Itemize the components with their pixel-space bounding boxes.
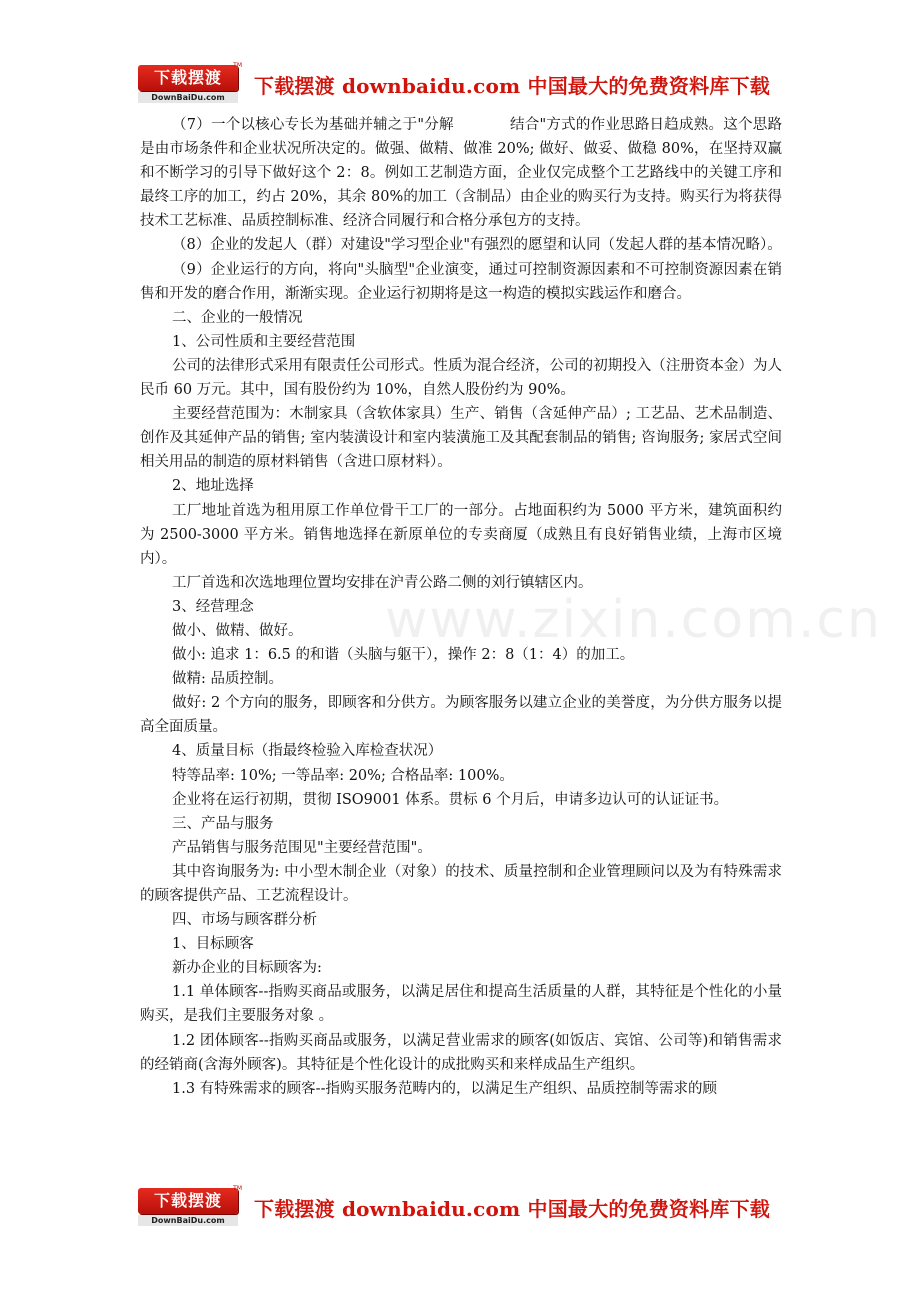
footer-logo[interactable] bbox=[138, 1185, 242, 1226]
subheading-2-2: 2、地址选择 bbox=[172, 478, 254, 495]
paragraph-2-3a: 做小、做精、做好。 bbox=[172, 622, 303, 639]
paragraph-2-2a: 工厂地址首选为租用原工作单位骨干工厂的一部分。占地面积约为 5000 平方米，建筑面积约为 2500-3000 平方米。销售地选择在新原单位的专卖商厦（成熟且有良好销售业绩，上海市区境内）。 bbox=[140, 502, 782, 567]
watermark: www.zixin.com.cn bbox=[385, 590, 882, 650]
site-logo[interactable] bbox=[138, 62, 242, 103]
logo-trademark: TM bbox=[233, 62, 242, 69]
paragraph-4-1c: 1.2 团体顾客--指购买商品或服务，以满足营业需求的顾客(如饭店、宾馆、公司等)和销售需求的经销商(含海外顾客)。其特征是个性化设计的成批购买和来样成品生产组织。 bbox=[140, 1032, 782, 1073]
logo-text: 下载摆渡 bbox=[138, 65, 238, 91]
paragraph-4-1b: 1.1 单体顾客--指购买商品或服务，以满足居住和提高生活质量的人群，其特征是个性化的小量购买，是我们主要服务对象 。 bbox=[140, 984, 782, 1025]
footer-logo-domain: DownBaiDu.com bbox=[138, 1215, 238, 1226]
paragraph-2-2b: 工厂首选和次选地理位置均安排在沪青公路二侧的刘行镇辖区内。 bbox=[172, 574, 593, 591]
subheading-2-1: 1、公司性质和主要经营范围 bbox=[172, 333, 356, 350]
paragraph-2-1b: 主要经营范围为：木制家具（含软体家具）生产、销售（含延伸产品）; 工艺品、艺术品制造、创作及其延伸产品的销售; 室内装潢设计和室内装潢施工及其配套制品的销售; 咨询服务; 家居式空间相关用品的制造的原材料销售（含进口原材料）。 bbox=[140, 406, 782, 471]
paragraph-2-1a: 公司的法律形式采用有限责任公司形式。性质为混合经济，公司的初期投入（注册资本金）为人民币 60 万元。其中，国有股份约为 10%，自然人股份约为 90%。 bbox=[140, 357, 782, 399]
section-heading-2: 二、企业的一般情况 bbox=[172, 309, 303, 326]
paragraph-7 bbox=[140, 113, 782, 233]
paragraph-7-part-1: （7）一个以核心专长为基础并辅之于"分解 bbox=[172, 117, 454, 133]
paragraph-4-1d: 1.3 有特殊需求的顾客--指购买服务范畴内的，以满足生产组织、品质控制等需求的顾 bbox=[172, 1080, 717, 1097]
paragraph-4-1a: 新办企业的目标顾客为: bbox=[172, 960, 322, 977]
document-body bbox=[140, 113, 782, 1101]
header-banner bbox=[138, 64, 778, 104]
subheading-4-1: 1、目标顾客 bbox=[172, 936, 254, 953]
paragraph-3a: 产品销售与服务范围见"主要经营范围"。 bbox=[172, 839, 432, 856]
paragraph-2-3d: 做好: 2 个方向的服务，即顾客和分供方。为顾客服务以建立企业的美誉度，为分供方服务以提高全面质量。 bbox=[140, 695, 782, 736]
paragraph-9: （9）企业运行的方向，将向"头脑型"企业演变，通过可控制资源因素和不可控制资源因素在销售和开发的磨合作用，渐渐实现。企业运行初期将是这一构造的模拟实践运作和磨合。 bbox=[140, 261, 782, 302]
subheading-2-3: 3、经营理念 bbox=[172, 598, 254, 615]
footer-logo-text: 下载摆渡 bbox=[138, 1188, 238, 1214]
paragraph-2-3c: 做精: 品质控制。 bbox=[172, 671, 283, 688]
paragraph-3b: 其中咨询服务为: 中小型木制企业（对象）的技术、质量控制和企业管理顾问以及为有特殊需求的顾客提供产品、工艺流程设计。 bbox=[140, 863, 782, 904]
subheading-2-4: 4、质量目标（指最终检验入库检查状况） bbox=[172, 743, 443, 760]
footer-banner bbox=[138, 1187, 778, 1227]
paragraph-2-3b: 做小: 追求 1：6.5 的和谐（头脑与躯干），操作 2：8（1：4）的加工。 bbox=[172, 647, 635, 664]
paragraph-8: （8）企业的发起人（群）对建设"学习型企业"有强烈的愿望和认同（发起人群的基本情况略）。 bbox=[172, 237, 782, 254]
paragraph-2-4b: 企业将在运行初期，贯彻 ISO9001 体系。贯标 6 个月后，申请多边认可的认证证书。 bbox=[172, 791, 729, 808]
paragraph-2-4a: 特等品率: 10%; 一等品率: 20%; 合格品率: 100%。 bbox=[172, 767, 514, 784]
paragraph-7-part-2: 结合"方式的作业思路日趋成熟。这个思路是由市场条件和企业状况所决定的。做强、做精、做准 20%; 做好、做妥、做稳 80%，在坚持双赢和不断学习的引导下做好这个 2：8。例如工艺制造方面，企业仅完成整个工艺路线中的关键工序和最终工序的加工，约占 20%，其余 80%的加工（含制品）由企业的购买行为支持。购买行为将获得技术工艺标准、品质控制标准、经济合同履行和合格分承包方的支持。 bbox=[140, 117, 782, 230]
header-banner-text[interactable]: 下载摆渡 downbaidu.com 中国最大的免费资料库下载 bbox=[254, 73, 770, 98]
footer-logo-trademark: TM bbox=[233, 1185, 242, 1192]
footer-banner-text[interactable]: 下载摆渡 downbaidu.com 中国最大的免费资料库下载 bbox=[254, 1196, 770, 1221]
section-heading-3: 三、产品与服务 bbox=[172, 815, 274, 832]
logo-domain: DownBaiDu.com bbox=[138, 92, 238, 103]
section-heading-4: 四、市场与顾客群分析 bbox=[172, 912, 317, 929]
